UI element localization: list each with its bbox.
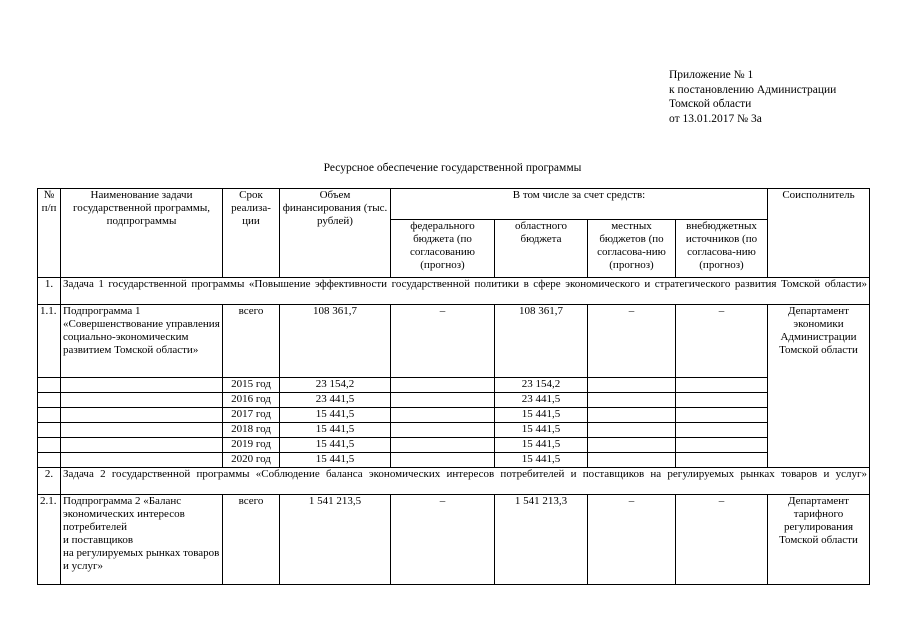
year-regional: 23 441,5 (495, 393, 588, 408)
year-volume: 23 154,2 (280, 378, 391, 393)
header-name: Наименование задачи государственной программы, подпрограммы (61, 189, 223, 278)
subprogram-1-term: всего (223, 305, 280, 378)
header-row-1 (38, 189, 870, 220)
header-extra: внебюджетных источников (по согласова-нию (прогноз) (676, 220, 768, 278)
subprogram-1-local: – (588, 305, 676, 378)
subprogram-2-num: 2.1. (38, 495, 61, 585)
subprogram-1-row (38, 305, 870, 378)
task-2-row (38, 468, 870, 495)
year-term: 2015 год (223, 378, 280, 393)
subprogram-2-name (61, 495, 223, 585)
year-term: 2016 год (223, 393, 280, 408)
subprogram-2-local: – (588, 495, 676, 585)
year-volume: 15 441,5 (280, 453, 391, 468)
subprogram-1-extra: – (676, 305, 768, 378)
year-term: 2017 год (223, 408, 280, 423)
subprogram-1-federal: – (391, 305, 495, 378)
subprogram-2-federal: – (391, 495, 495, 585)
header-num: № п/п (38, 189, 61, 278)
subprogram-1-num: 1.1. (38, 305, 61, 378)
appendix-line-1: Приложение № 1 (669, 69, 754, 81)
year-volume: 15 441,5 (280, 408, 391, 423)
resource-table (37, 188, 870, 585)
year-term: 2018 год (223, 423, 280, 438)
task-2-num: 2. (38, 468, 61, 495)
year-row (38, 438, 870, 453)
subprogram-1-regional: 108 361,7 (495, 305, 588, 378)
year-regional: 15 441,5 (495, 453, 588, 468)
subprogram-1-name: Подпрограмма 1 «Совершенствование управления социально-экономическим развитием Томской области» (61, 305, 223, 378)
subprogram-2-extra: – (676, 495, 768, 585)
subprogram-2-term: всего (223, 495, 280, 585)
subprogram-1-volume: 108 361,7 (280, 305, 391, 378)
year-regional: 15 441,5 (495, 438, 588, 453)
subprogram-2-coexecutor: Департамент тарифного регулирования Томской области (768, 495, 870, 585)
year-volume: 23 441,5 (280, 393, 391, 408)
header-regional: областного бюджета (495, 220, 588, 278)
appendix-line-2: к постановлению Администрации (669, 83, 837, 96)
subprogram-2-name-line-1: Подпрограмма 2 «Баланс экономических интересов потребителей (63, 495, 185, 533)
year-regional: 15 441,5 (495, 423, 588, 438)
subprogram-1-coexecutor: Департамент экономики Администрации Томской области (768, 305, 870, 468)
task-1-num: 1. (38, 278, 61, 305)
year-term: 2020 год (223, 453, 280, 468)
appendix-line-3: Томской области (669, 98, 752, 110)
appendix-block (669, 68, 836, 126)
year-row (38, 453, 870, 468)
task-1-text: Задача 1 государственной программы «Повышение эффективности государственной политики в сфере экономического и стратегического развития Томской области» (61, 278, 870, 305)
subprogram-2-name-line-3: на регулируемых рынках товаров и услуг» (63, 547, 220, 572)
year-row (38, 423, 870, 438)
year-row (38, 378, 870, 393)
header-federal: федерального бюджета (по согласованию (прогноз) (391, 220, 495, 278)
header-term: Срок реализа-ции (223, 189, 280, 278)
subprogram-2-row (38, 495, 870, 585)
year-regional: 15 441,5 (495, 408, 588, 423)
year-term: 2019 год (223, 438, 280, 453)
year-row (38, 408, 870, 423)
subprogram-2-name-line-2: и поставщиков (63, 534, 134, 546)
header-coexecutor: Соисполнитель (768, 189, 870, 278)
subprogram-2-regional: 1 541 213,3 (495, 495, 588, 585)
year-regional: 23 154,2 (495, 378, 588, 393)
header-local: местных бюджетов (по согласова-нию (прогноз) (588, 220, 676, 278)
appendix-line-4: от 13.01.2017 № 3а (669, 112, 762, 125)
document-title: Ресурсное обеспечение государственной программы (323, 162, 582, 174)
year-row (38, 393, 870, 408)
header-including: В том числе за счет средств: (391, 189, 768, 220)
year-volume: 15 441,5 (280, 438, 391, 453)
task-2-text: Задача 2 государственной программы «Соблюдение баланса экономических интересов потребителей и поставщиков на регулируемых рынках товаров и услуг» (61, 468, 870, 495)
year-volume: 15 441,5 (280, 423, 391, 438)
header-volume: Объем финансирования (тыс. рублей) (280, 189, 391, 278)
subprogram-2-volume: 1 541 213,5 (280, 495, 391, 585)
task-1-row (38, 278, 870, 305)
